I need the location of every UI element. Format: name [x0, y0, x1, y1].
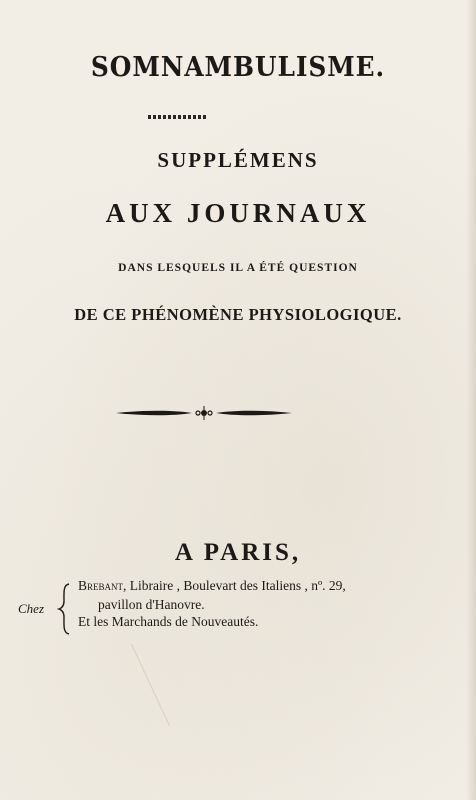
imprint-line-2: pavillon d'Hanovre.	[98, 597, 205, 612]
curly-brace	[57, 583, 71, 635]
imprint-city: A PARIS,	[174, 539, 302, 566]
paper-crease	[131, 644, 170, 726]
page-edge-shadow	[466, 0, 476, 800]
imprint-line-3: Et les Marchands de Nouveautés.	[78, 614, 259, 629]
publisher-name: Brebant	[78, 578, 124, 593]
ornamental-divider	[114, 404, 294, 422]
publisher-address: , Libraire , Boulevart des Italiens , nº. 29,	[123, 578, 346, 593]
main-title: SOMNAMBULISME.	[90, 52, 386, 83]
imprint-chez: Chez	[18, 601, 44, 616]
dotted-rule	[148, 115, 208, 119]
imprint-line-1	[78, 578, 346, 594]
subtitle-phenomene: DE CE PHÉNOMÈNE PHYSIOLOGIQUE.	[74, 305, 402, 324]
subtitle-aux-journaux: AUX JOURNAUX	[105, 198, 371, 228]
subtitle-supplemens: SUPPLÉMENS	[157, 148, 319, 172]
subtitle-dans-lesquels: DANS LESQUELS IL A ÉTÉ QUESTION	[118, 262, 358, 274]
